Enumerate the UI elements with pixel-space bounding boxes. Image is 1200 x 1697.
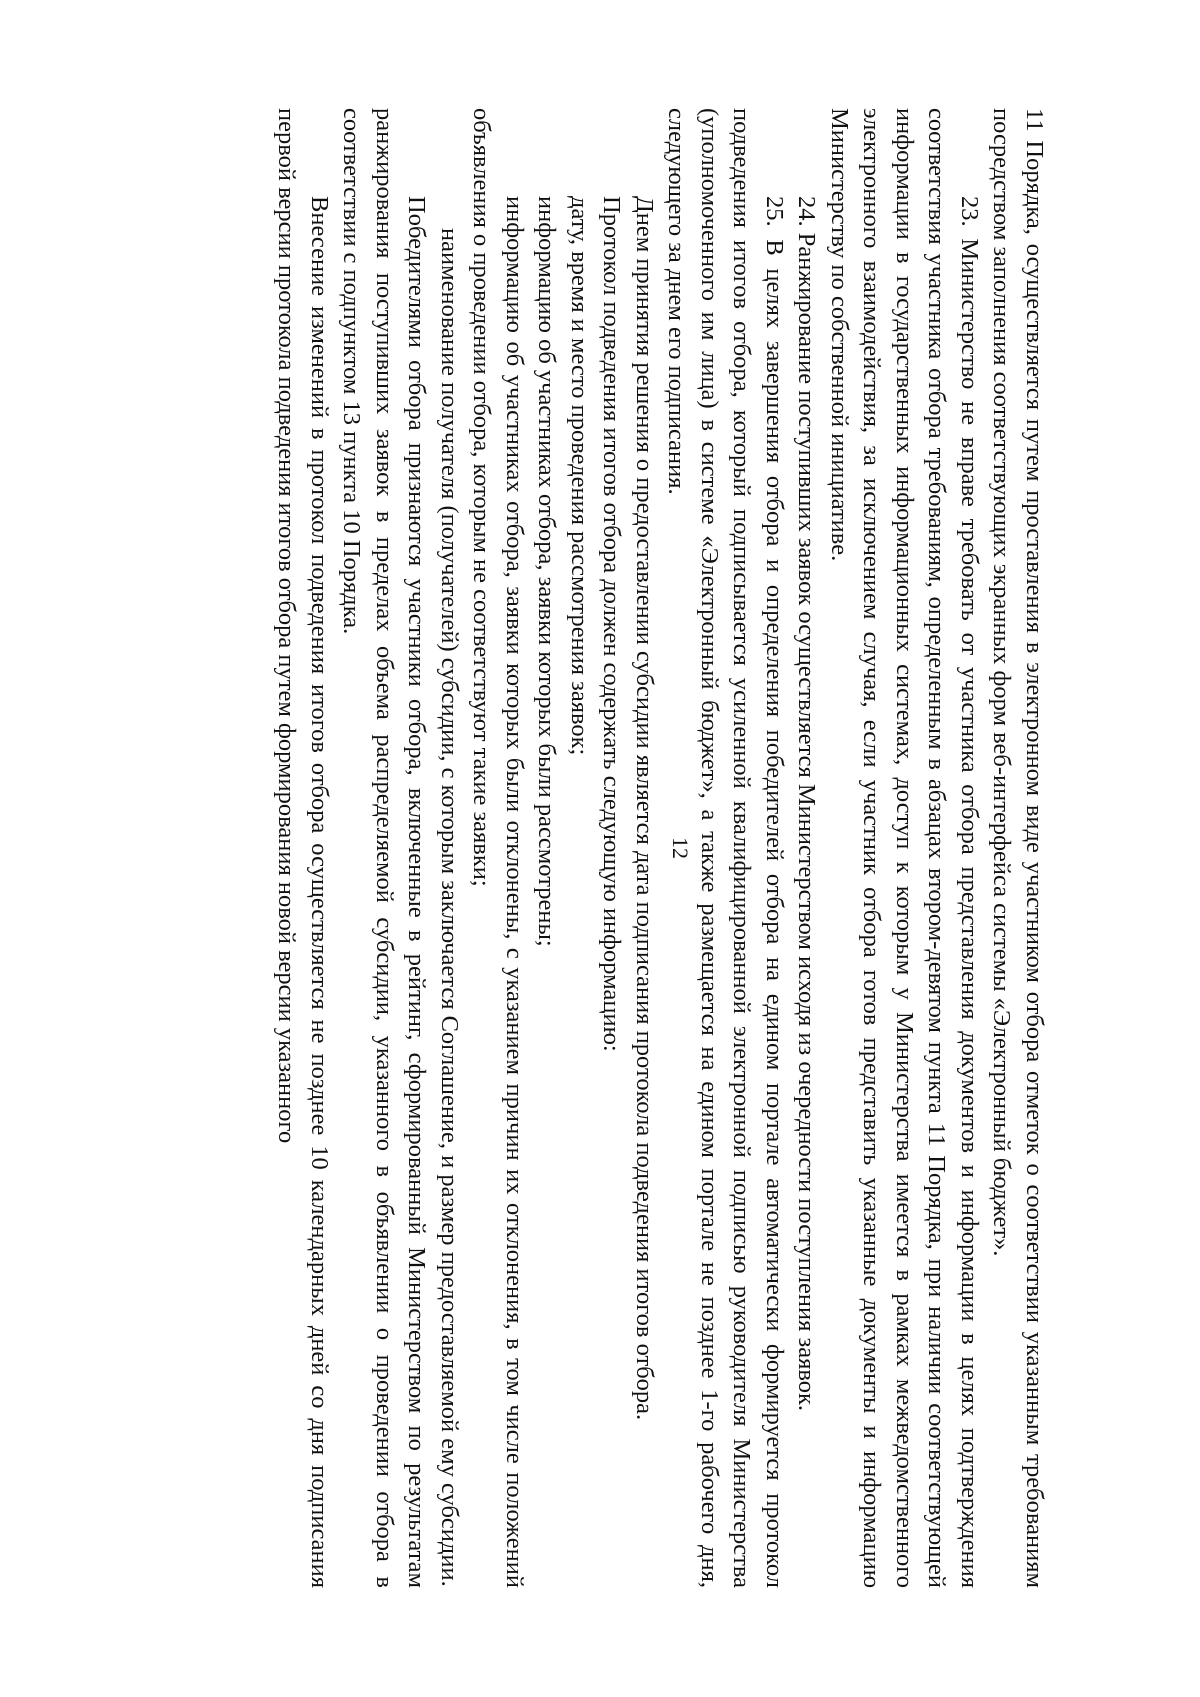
paragraph: 23. Министерство не вправе требовать от участника отбора представления документов и информации в целях подтверждения соответствия участника отбора требованиям, определенным в абзацах втором-девятом пункта 11 Порядка, при наличии соответствующей информации в государственных информационных системах, доступ к которым у Министерства имеется в рамках межведомственного электронного взаимодействия, за исключением случая, если участник отбора готов представить указанные документы и информацию Министерству по собственной инициативе. [826,108,983,1588]
page-number: 12 [668,837,693,859]
paragraph: Внесение изменений в протокол подведения итогов отбора осуществляется не позднее 10 календарных дней со дня подписания первой версии протокола подведения итогов отбора путем формирования новой версии указанного [273,108,333,1588]
list-item: информацию об участниках отбора, заявки которых были отклонены, с указанием причин их отклонения, в том числе положений объявления о проведении отбора, которым не соответствуют такие заявки; [468,108,528,1588]
paragraph: 25. В целях завершения отбора и определения победителей отбора на едином портале автоматически формируется протокол подведения итогов отбора, который подписывается усиленной квалифицированной электронной подписью руководителя Министерства (уполномоченного им лица) в системе «Электронный бюджет», а также размещается на едином портале не позднее 1-го рабочего дня, следующего за днем его подписания. [663,108,788,1588]
paragraph: Протокол подведения итогов отбора должен содержать следующую информацию: [598,196,626,1052]
document-text [270,108,1050,1588]
paragraph: Победителями отбора признаются участники отбора, включенные в рейтинг, сформированный Министерством по результатам ранжирования поступивших заявок в пределах объема распределяемой субсидии, указанного в объявлении о проведении отбора в соответствии с подпунктом 13 пункта 10 Порядка. [338,108,431,1588]
list-item: наименование получателя (получателей) субсидии, с которым заключается Соглашение, и размер предоставляемой ему субсидии. [436,228,463,1587]
page-body [150,108,1050,1588]
paragraph: Днем принятия решения о предоставлении субсидии является дата подписания протокола подведения итогов отбора. [631,196,658,1421]
list-item: дату, время и место проведения рассмотрения заявок; [566,196,593,756]
paragraph: 24. Ранжирование поступивших заявок осуществляется Министерством исходя из очередности поступления заявок. [793,196,821,1412]
list-item: информацию об участниках отбора, заявки которых были рассмотрены; [533,196,561,947]
paragraph: 11 Порядка, осуществляется путем проставления в электронном виде участником отбора отметок о соответствии указанным требованиям посредством заполнения соответствующих экранных форм веб-интерфейса системы «Электронный бюджет». [988,108,1048,1588]
